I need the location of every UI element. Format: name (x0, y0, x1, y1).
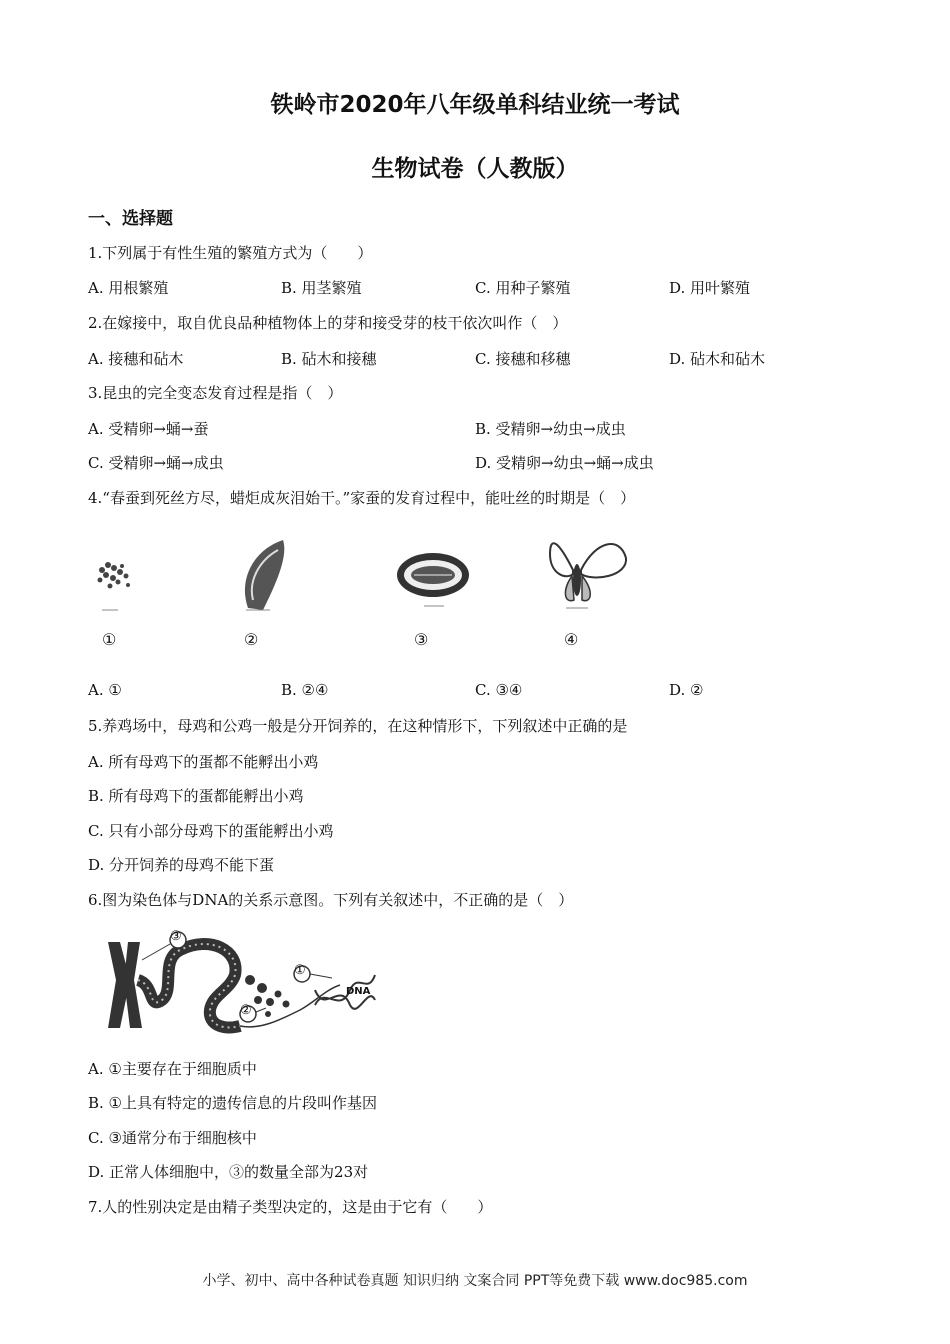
q6-option-c: C. ③通常分布于细胞核中 (88, 1129, 257, 1147)
q6-option-a: A. ①主要存在于细胞质中 (88, 1060, 257, 1078)
figure-4-label-2: ② (244, 630, 259, 649)
q4-option-a: A. ① (88, 681, 122, 699)
q2-option-a: A. 接穗和砧木 (88, 350, 184, 368)
pupa-stage-drawing (397, 553, 469, 606)
figure-6-label-2: ② (240, 1003, 252, 1018)
figure-4-label-1: ① (102, 630, 117, 649)
figure-6-label-1: ① (294, 963, 306, 978)
q5-option-c: C. 只有小部分母鸡下的蛋能孵出小鸡 (88, 822, 334, 840)
chromosome-dna-figure (100, 930, 390, 1038)
page-footer: 小学、初中、高中各种试卷真题 知识归纳 文案合同 PPT等免费下载 www.doc985.com (202, 1273, 748, 1289)
exam-subtitle: 生物试卷（人教版） (371, 156, 579, 182)
q6-option-b: B. ①上具有特定的遗传信息的片段叫作基因 (88, 1094, 378, 1112)
adult-moth-drawing (550, 543, 626, 608)
q5-option-b: B. 所有母鸡下的蛋都能孵出小鸡 (88, 787, 304, 805)
figure-4-label-4: ④ (564, 630, 579, 649)
exam-title: 铁岭市2020年八年级单科结业统一考试 (270, 92, 680, 118)
egg-stage-drawing (98, 562, 131, 610)
q1-option-d: D. 用叶繁殖 (669, 279, 751, 297)
q1-option-b: B. 用茎繁殖 (281, 279, 362, 297)
q4-option-d: D. ② (669, 681, 704, 699)
q2-option-b: B. 砧木和接穗 (281, 350, 377, 368)
section-heading: 一、选择题 (88, 209, 173, 229)
q1-option-a: A. 用根繁殖 (88, 279, 169, 297)
q5-option-a: A. 所有母鸡下的蛋都不能孵出小鸡 (88, 753, 319, 771)
question-2-stem: 2.在嫁接中，取自优良品种植物体上的芽和接受芽的枝干依次叫作（ ） (88, 314, 568, 332)
q1-option-c: C. 用种子繁殖 (475, 279, 571, 297)
question-6-stem: 6.图为染色体与DNA的关系示意图。下列有关叙述中，不正确的是（ ） (88, 891, 574, 909)
q3-option-c: C. 受精卵→蛹→成虫 (88, 454, 224, 472)
q2-option-d: D. 砧木和砧木 (669, 350, 766, 368)
silkworm-life-cycle-figure (88, 530, 648, 655)
q4-option-b: B. ②④ (281, 681, 329, 699)
q5-option-d: D. 分开饲养的母鸡不能下蛋 (88, 856, 275, 874)
question-1-stem: 1.下列属于有性生殖的繁殖方式为（ ） (88, 244, 373, 262)
question-4-stem: 4.“春蚕到死丝方尽，蜡炬成灰泪始干。”家蚕的发育过程中，能吐丝的时期是（ ） (88, 489, 636, 507)
figure-6-dna-label: DNA (346, 986, 371, 997)
q3-option-b: B. 受精卵→幼虫→成虫 (475, 420, 626, 438)
q4-option-c: C. ③④ (475, 681, 523, 699)
q3-option-d: D. 受精卵→幼虫→蛹→成虫 (475, 454, 654, 472)
figure-4-label-3: ③ (414, 630, 429, 649)
larva-stage-drawing (245, 540, 284, 610)
q6-option-d: D. 正常人体细胞中，③的数量全部为23对 (88, 1163, 369, 1181)
question-7-stem: 7.人的性别决定是由精子类型决定的，这是由于它有（ ） (88, 1198, 493, 1216)
figure-6-label-3: ③ (170, 929, 182, 944)
question-5-stem: 5.养鸡场中，母鸡和公鸡一般是分开饲养的，在这种情形下，下列叙述中正确的是 (88, 717, 628, 735)
question-3-stem: 3.昆虫的完全变态发育过程是指（ ） (88, 384, 343, 402)
chromosome-dna-illustration (100, 930, 390, 1038)
q2-option-c: C. 接穗和移穗 (475, 350, 571, 368)
chromatin-coil-drawing (138, 944, 240, 1027)
q3-option-a: A. 受精卵→蛹→蚕 (88, 420, 209, 438)
